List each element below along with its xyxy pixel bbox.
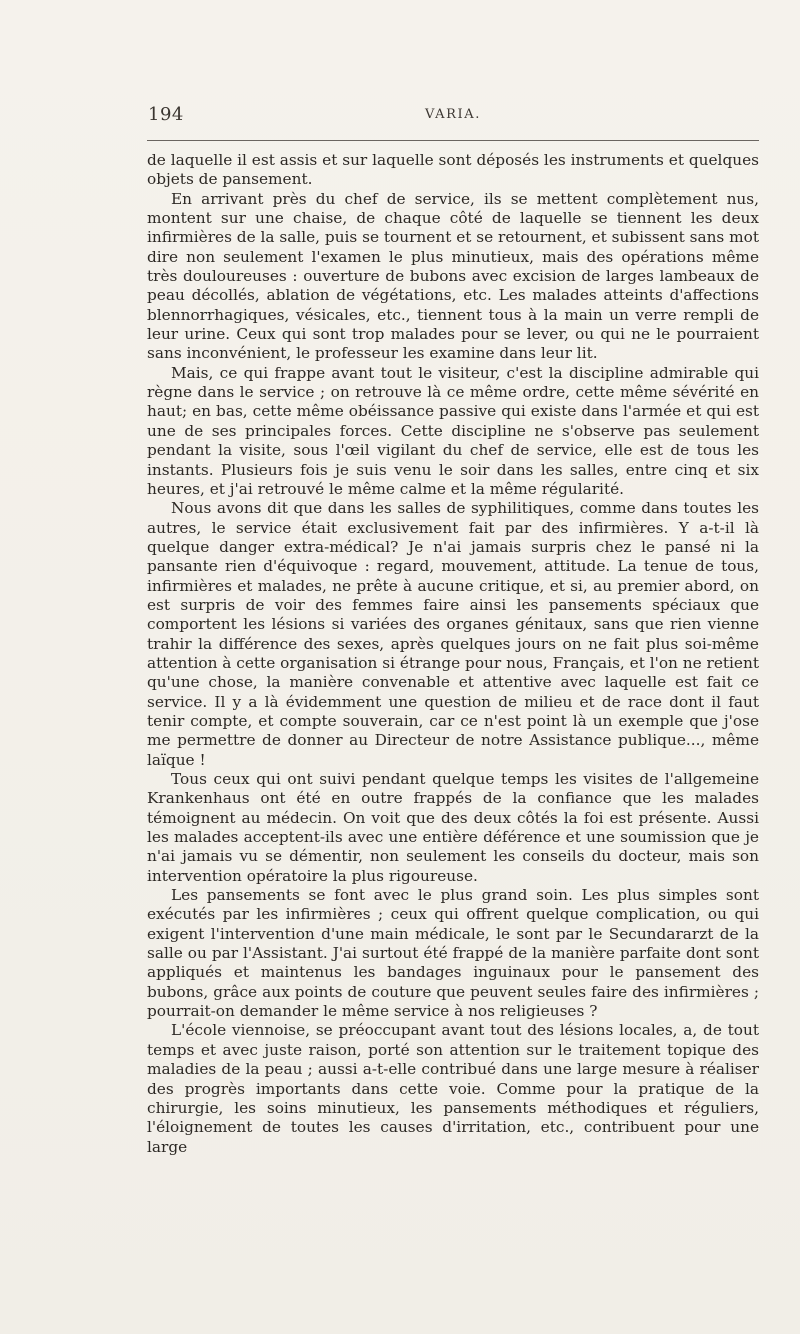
paragraph-7: L'école viennoise, se préoccupant avant tout des lésions locales, a, de tout temps et avec juste raison, porté son attention sur le traitement topique des maladies de la peau ; aussi a-t-elle contribué dans une large mesure à réaliser des progrès importants dans cette voie. Comme pour la pratique de la chirurgie, les soins minutieux, les pansements méthodiques et réguliers, l'éloignement de toutes les causes d'irritation, etc., contribuent pour une large bbox=[147, 1021, 759, 1156]
paragraph-5: Tous ceux qui ont suivi pendant quelque temps les visites de l'allgemeine Krankenhaus ont été en outre frappés de la confiance que les malades témoignent au médecin. On voit que des deux côtés la foi est présente. Aussi les malades acceptent-ils avec une entière déférence et une soumission que je n'ai jamais vu se démentir, non seulement les conseils du docteur, mais son intervention opératoire la plus rigoureuse. bbox=[147, 770, 759, 885]
paragraph-3: Mais, ce qui frappe avant tout le visiteur, c'est la discipline admirable qui règne dans le service ; on retrouve là ce même ordre, cette même sévérité en haut; en bas, cette même obéissance passive qui existe dans l'armée et qui est une de ses principales forces. Cette discipline ne s'observe pas seulement pendant la visite, sous l'œil vigilant du chef de service, elle est de tous les instants. Plusieurs fois je suis venu le soir dans les salles, entre cinq et six heures, et j'ai retrouvé le même calme et la même régularité. bbox=[147, 363, 759, 498]
paragraph-1: de laquelle il est assis et sur laquelle sont déposés les instruments et quelques objets de pansement. bbox=[147, 151, 759, 189]
paragraph-6: Les pansements se font avec le plus grand soin. Les plus simples sont exécutés par les infirmières ; ceux qui offrent quelque complication, ou qui exigent l'intervention d'une main médicale, le sont par le Secundararzt de la salle ou par l'Assistant. J'ai surtout été frappé de la manière parfaite dont sont appliqués et maintenus les bandages inguinaux pour le pansement des bubons, grâce aux points de couture que peuvent seules faire des infirmières ; pourrait-on demander le même service à nos religieuses ? bbox=[147, 886, 759, 1021]
paragraph-4: Nous avons dit que dans les salles de syphilitiques, comme dans toutes les autres, le service était exclusivement fait par des infirmières. Y a-t-il là quelque danger extra-médical? Je n'ai jamais surpris chez le pansé ni la pansante rien d'équivoque : regard, mouvement, attitude. La tenue de tous, infirmières et malades, ne prête à aucune critique, et si, au premier abord, on est surpris de voir des femmes faire ainsi les pansements spéciaux que comportent les lésions si variées des organes génitaux, sans que rien vienne trahir la différence des sexes, après quelques jours on ne fait plus soi-même attention à cette organisation si étrange pour nous, Français, et l'on ne retient qu'une chose, la manière convenable et attentive avec laquelle est fait ce service. Il y a là évidemment une question de milieu et de race dont il faut tenir compte, et compte souverain, car ce n'est point là un exemple que j'ose me permettre de donner au Directeur de notre Assistance publique..., même laïque ! bbox=[147, 499, 759, 769]
paragraph-2: En arrivant près du chef de service, ils se mettent complètement nus, montent sur une chaise, de chaque côté de laquelle se tiennent les deux infirmières de la salle, puis se tournent et se retournent, et subissent sans mot dire non seulement l'examen le plus minutieux, mais des opérations même très douloureuses : ouverture de bubons avec excision de larges lambeaux de peau décollés, ablation de végétations, etc. Les malades atteints d'affections blennorrhagiques, vésicales, etc., tiennent tous à la main un verre rempli de leur urine. Ceux qui sont trop malades pour se lever, ou qui ne le pourraient sans inconvénient, le professeur les examine dans leur lit. bbox=[147, 189, 760, 363]
page-number: 194 bbox=[148, 104, 184, 125]
header-rule bbox=[147, 140, 759, 141]
page-header bbox=[148, 104, 758, 134]
running-head: VARIA. bbox=[425, 107, 481, 122]
body-text bbox=[147, 151, 759, 1157]
